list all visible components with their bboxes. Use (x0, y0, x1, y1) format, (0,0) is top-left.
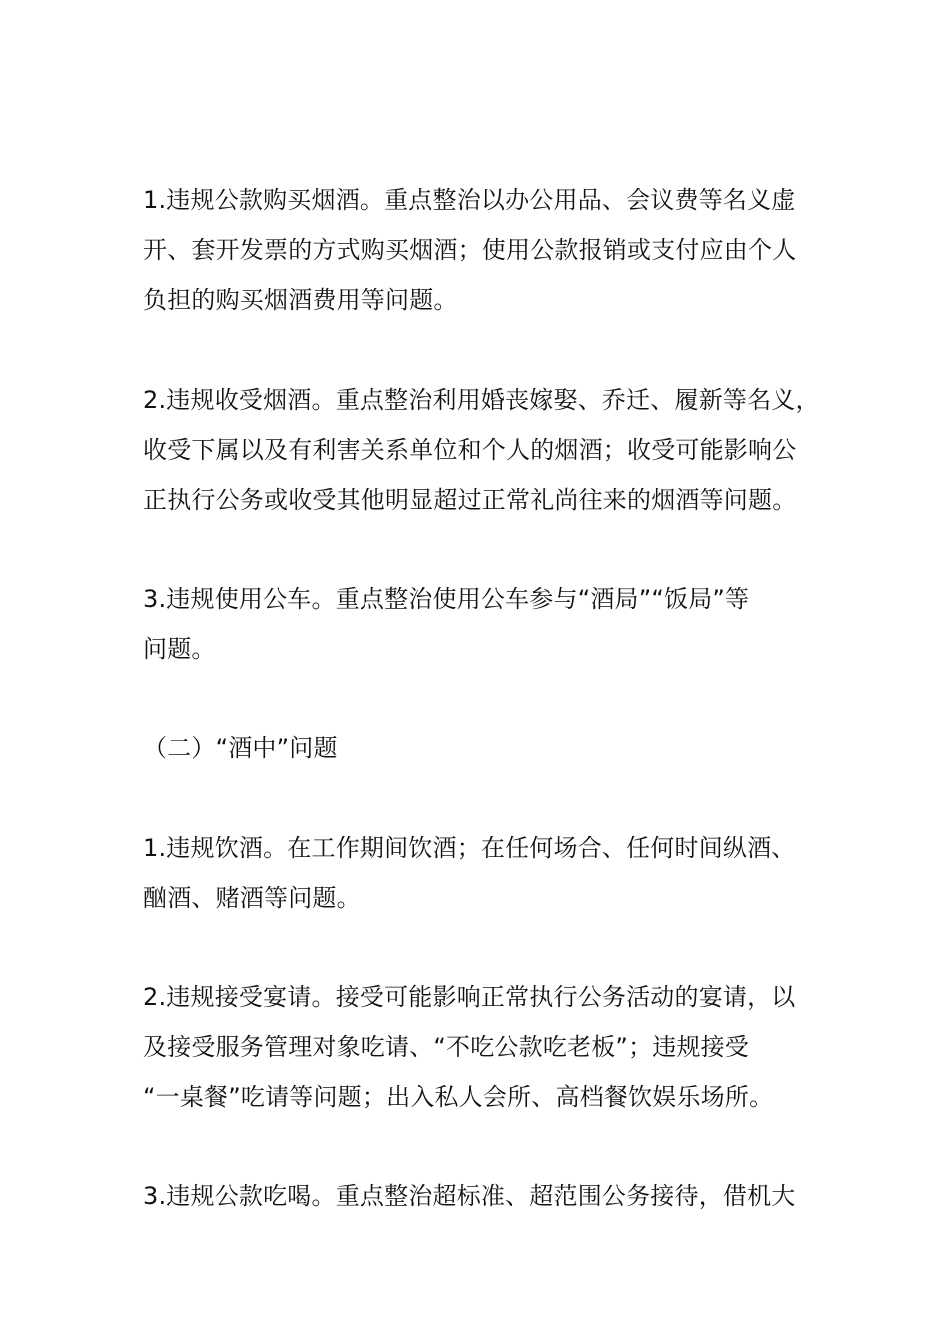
section-heading (143, 723, 823, 773)
text-line: 2.违规接受宴请。接受可能影响正常执行公务活动的宴请，以 (143, 983, 796, 1011)
text-line: 3.违规使用公车。重点整治使用公车参与“酒局”“饭局”等 (143, 585, 750, 613)
text-line: 1.违规公款购买烟酒。重点整治以办公用品、会议费等名义虚 (143, 186, 796, 214)
text-line: 负担的购买烟酒费用等问题。 (143, 286, 458, 314)
text-line: 酗酒、赌酒等问题。 (143, 884, 361, 912)
text-line: 正执行公务或收受其他明显超过正常礼尚往来的烟酒等问题。 (143, 486, 797, 514)
heading-line: （二）“酒中”问题 (143, 734, 338, 762)
paragraph-public-funds-dining (143, 1171, 823, 1221)
text-line: 收受下属以及有利害关系单位和个人的烟酒；收受可能影响公 (143, 436, 797, 464)
text-line: 开、套开发票的方式购买烟酒；使用公款报销或支付应由个人 (143, 236, 797, 264)
paragraph-accept-banquet (143, 972, 823, 1122)
text-line: 2.违规收受烟酒。重点整治利用婚丧嫁娶、乔迁、履新等名义， (143, 386, 820, 414)
text-line: 3.违规公款吃喝。重点整治超标准、超范围公务接待，借机大 (143, 1182, 796, 1210)
text-line: 及接受服务管理对象吃请、“不吃公款吃老板”；违规接受 (143, 1033, 750, 1061)
text-line: 1.违规饮酒。在工作期间饮酒；在任何场合、任何时间纵酒、 (143, 834, 796, 862)
paragraph-drinking (143, 823, 823, 923)
paragraph-purchase-tobacco-alcohol (143, 175, 823, 325)
paragraph-accept-tobacco-alcohol (143, 375, 823, 525)
text-line: “一桌餐”吃请等问题；出入私人会所、高档餐饮娱乐场所。 (143, 1083, 774, 1111)
text-line: 问题。 (143, 635, 216, 663)
paragraph-use-official-car (143, 574, 823, 674)
